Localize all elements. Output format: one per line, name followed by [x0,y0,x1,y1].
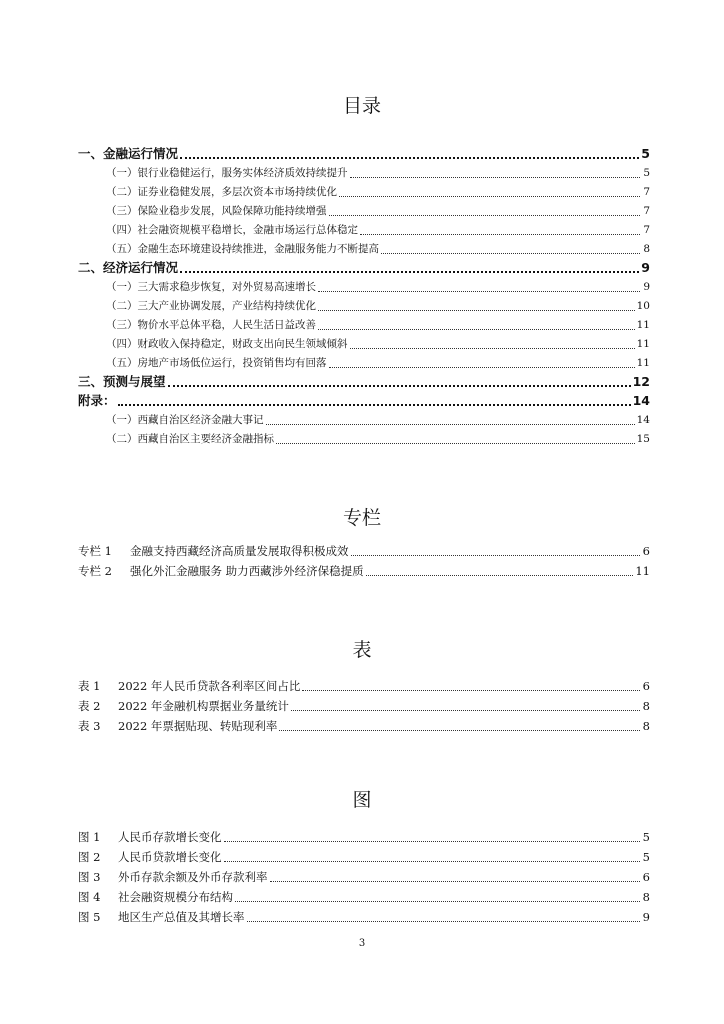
toc-entry[interactable] [106,298,650,314]
table-entry-prefix: 表 2 [78,699,101,713]
column-entry-page: 11 [635,564,650,578]
figure-entry-page: 6 [642,870,650,884]
toc-entry-label: （二）三大产业协调发展，产业结构持续优化 [106,300,316,312]
table-entry[interactable] [78,678,650,694]
toc-entry-label: 附录： [78,393,116,408]
toc-entry-label: （五）房地产市场低位运行，投资销售均有回落 [106,357,327,369]
figure-entry-page: 5 [642,850,650,864]
figure-entry-label [78,849,222,865]
toc-entry[interactable] [106,431,650,447]
toc-entry[interactable] [106,241,650,257]
column-entry-text: 强化外汇金融服务 助力西藏涉外经济保稳提质 [130,564,364,578]
toc-entry[interactable] [106,222,650,238]
leader-dots [366,575,634,576]
figure-entry[interactable] [78,909,650,925]
figure-entry-prefix: 图 3 [78,870,101,884]
table-entry-text: 2022 年人民币贷款各利率区间占比 [118,679,301,693]
column-entry[interactable] [78,543,650,559]
figure-entry[interactable] [78,849,650,865]
toc-title: 目录 [342,95,381,117]
toc-entry-label: （一）银行业稳健运行，服务实体经济质效持续提升 [106,167,348,179]
table-entry[interactable] [78,698,650,714]
figure-entry-text: 人民币存款增长变化 [118,830,222,844]
leader-dots [339,196,640,197]
toc-entry-page: 7 [643,186,650,198]
leader-dots [302,690,640,691]
leader-dots [235,901,640,902]
toc-entry-page: 11 [636,338,650,350]
page-number: 3 [358,938,366,949]
toc-entry-label: 二、经济运行情况 [78,260,179,275]
leader-dots [360,234,640,235]
column-entry-prefix: 专栏 1 [78,544,112,558]
toc-entry-page: 12 [632,374,650,389]
table-entry-page: 6 [642,679,650,693]
toc-entry[interactable] [78,260,650,276]
toc-entry-label: （一）西藏自治区经济金融大事记 [106,414,264,426]
toc-entry-label: 一、金融运行情况 [78,146,179,161]
leader-dots [351,555,641,556]
toc-entry-page: 5 [641,146,650,161]
toc-entry-label: 三、预测与展望 [78,374,166,389]
figure-entry[interactable] [78,889,650,905]
table-entry-label [78,718,277,734]
toc-entry[interactable] [78,374,650,390]
toc-entry-label: （三）物价水平总体平稳，人民生活日益改善 [106,319,316,331]
toc-entry[interactable] [78,393,650,409]
leader-dots [318,329,635,330]
toc-entry-page: 11 [636,357,650,369]
leader-dots [318,310,635,311]
figure-entry-label [78,889,233,905]
leader-dots [329,215,641,216]
figure-entry-label [78,829,222,845]
table-entry-label [78,698,289,714]
columns-title: 专栏 [342,507,381,529]
toc-entry[interactable] [78,146,650,162]
toc-entry-page: 14 [636,414,650,426]
toc-entry-page: 8 [643,243,650,255]
toc-entry[interactable] [106,336,650,352]
toc-entry-label: （五）金融生态环境建设持续推进，金融服务能力不断提高 [106,243,379,255]
figure-entry-label [78,909,245,925]
column-entry-label [78,563,364,579]
column-entry-text: 金融支持西藏经济高质量发展取得积极成效 [130,544,349,558]
figure-entry-text: 外币存款余额及外币存款利率 [118,870,268,884]
toc-entry-page: 7 [643,205,650,217]
figure-entry-text: 地区生产总值及其增长率 [118,910,245,924]
toc-entry[interactable] [106,165,650,181]
leader-dots [350,177,641,178]
leader-dots [168,385,631,387]
leader-dots [329,367,635,368]
leader-dots [247,921,641,922]
figure-entry-prefix: 图 5 [78,910,101,924]
toc-entry[interactable] [106,279,650,295]
leader-dots [270,881,641,882]
toc-entry-page: 9 [643,281,650,293]
toc-entry-page: 9 [641,260,650,275]
toc-entry-label: （二）西藏自治区主要经济金融指标 [106,433,274,445]
table-entry-label [78,678,300,694]
toc-entry-label: （三）保险业稳步发展，风险保障功能持续增强 [106,205,327,217]
table-entry-text: 2022 年金融机构票据业务量统计 [118,699,289,713]
toc-entry-page: 10 [636,300,650,312]
toc-entry-label: （一）三大需求稳步恢复，对外贸易高速增长 [106,281,316,293]
toc-entry-page: 14 [632,393,650,408]
leader-dots [224,861,641,862]
leader-dots [279,730,640,731]
column-entry-prefix: 专栏 2 [78,564,112,578]
tables-title: 表 [352,639,372,661]
table-entry-text: 2022 年票据贴现、转贴现利率 [118,719,278,733]
figure-entry-page: 9 [642,910,650,924]
toc-entry-page: 15 [636,433,650,445]
column-entry-page: 6 [642,544,650,558]
toc-entry[interactable] [106,412,650,428]
table-entry-prefix: 表 1 [78,679,101,693]
leader-dots [350,348,635,349]
table-entry[interactable] [78,718,650,734]
figure-entry-text: 社会融资规模分布结构 [118,890,233,904]
toc-entry[interactable] [106,317,650,333]
leader-dots [318,291,640,292]
column-entry-label [78,543,349,559]
figure-entry[interactable] [78,869,650,885]
leader-dots [276,443,635,444]
toc-entry[interactable] [106,203,650,219]
figure-entry-text: 人民币贷款增长变化 [118,850,222,864]
toc-entry-label: （二）证券业稳健发展，多层次资本市场持续优化 [106,186,337,198]
figure-entry-prefix: 图 1 [78,830,101,844]
table-entry-page: 8 [642,699,650,713]
figure-entry-label [78,869,268,885]
leader-dots [291,710,640,711]
figure-entry-page: 5 [642,830,650,844]
figure-entry[interactable] [78,829,650,845]
leader-dots [381,253,640,254]
figures-title: 图 [352,789,372,811]
toc-entry[interactable] [106,184,650,200]
leader-dots [224,841,641,842]
figure-entry-prefix: 图 4 [78,890,101,904]
toc-entry-page: 11 [636,319,650,331]
table-entry-page: 8 [642,719,650,733]
column-entry[interactable] [78,563,650,579]
leader-dots [180,157,639,159]
toc-entry-page: 5 [643,167,650,179]
toc-entry-page: 7 [643,224,650,236]
toc-entry-label: （四）财政收入保持稳定，财政支出向民生领域倾斜 [106,338,348,350]
leader-dots [180,271,639,273]
table-entry-prefix: 表 3 [78,719,101,733]
toc-entry[interactable] [106,355,650,371]
toc-entry-label: （四）社会融资规模平稳增长，金融市场运行总体稳定 [106,224,358,236]
leader-dots [118,404,631,406]
figure-entry-prefix: 图 2 [78,850,101,864]
leader-dots [266,424,635,425]
figure-entry-page: 8 [642,890,650,904]
